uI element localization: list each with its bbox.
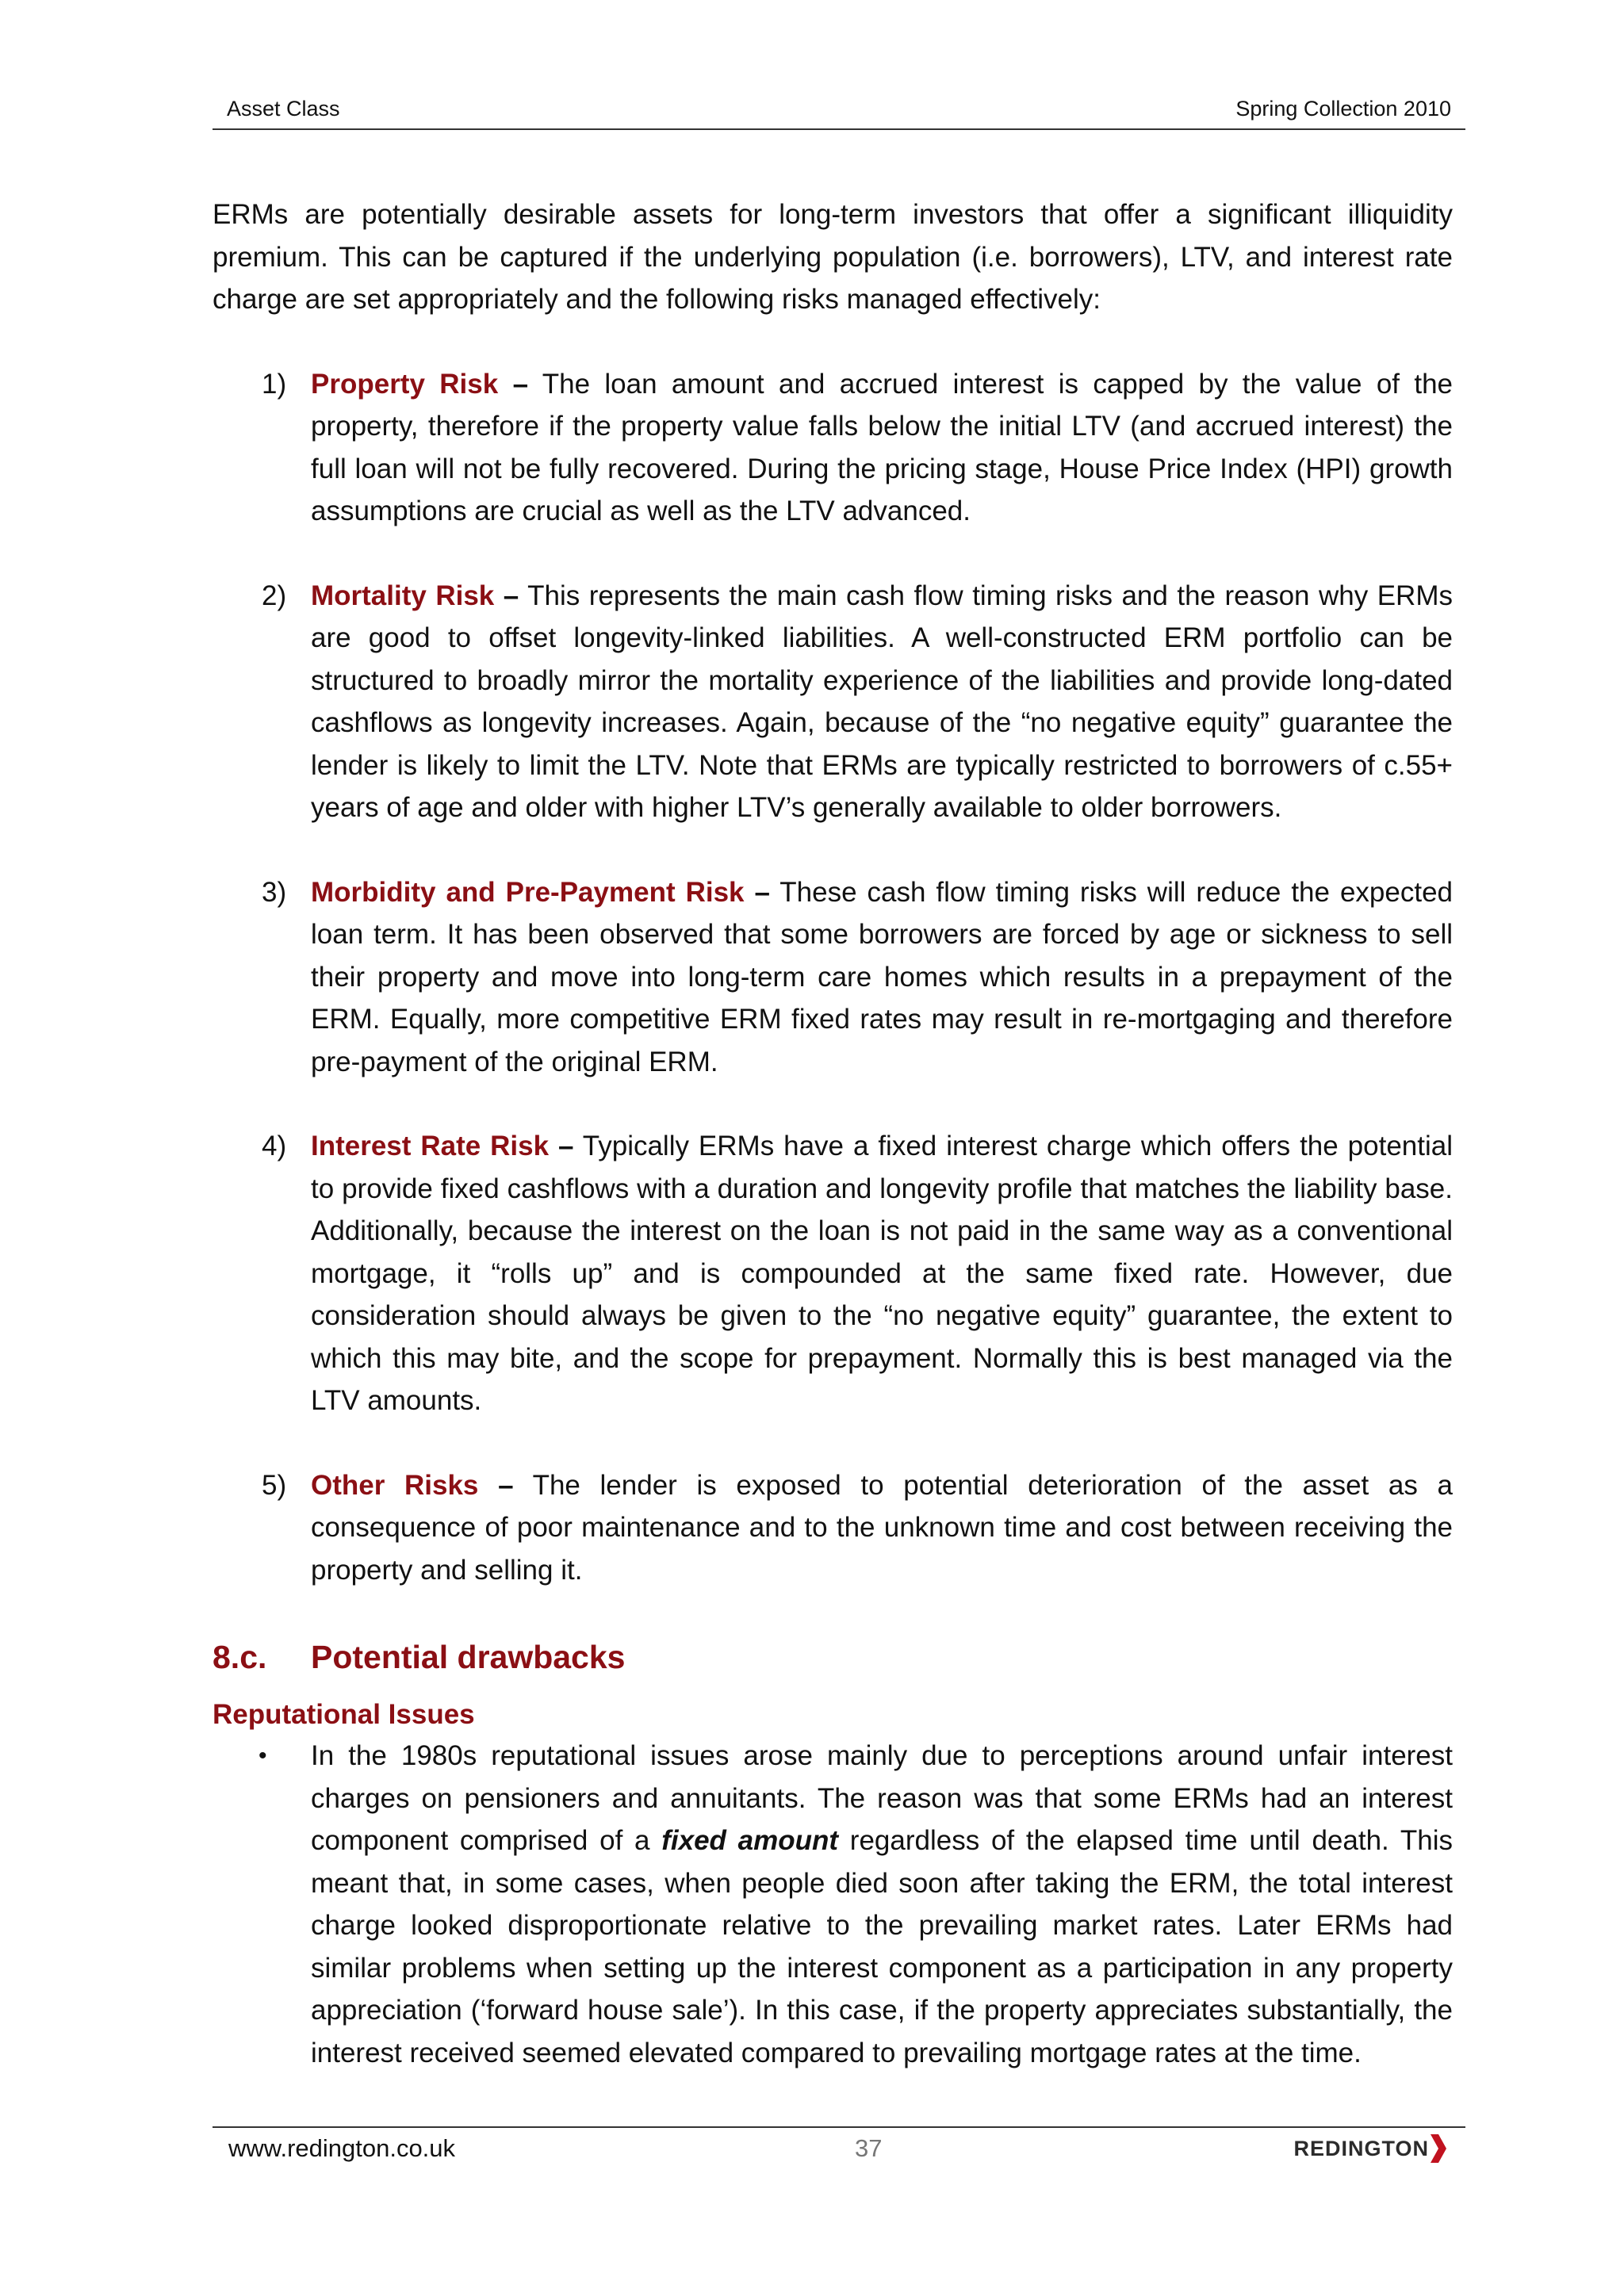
- footer-url[interactable]: www.redington.co.uk: [228, 2134, 456, 2162]
- intro-paragraph: ERMs are potentially desirable assets for long-term investors that offer a significant illiquidity premium. This can be captured if the underlying population (i.e. borrowers), LTV, and interest rate charge are set appropriately and the following risks managed effectively:: [213, 199, 1453, 315]
- bullet-text-after: regardless of the elapsed time until death. This meant that, in some cases, when people died soon after taking the ERM, the total interest charge looked disproportionate relative to the prevailing market rates. Later ERMs had similar problems when setting up the interest component as a participation in any property appreciation (‘forward house sale’). In this case, if the property appreciates substantially, the interest received seemed elevated compared to prevailing mortgage rates at the time.: [311, 1825, 1453, 2068]
- risk-dash: –: [754, 876, 770, 908]
- risk-number: 4): [262, 1131, 287, 1161]
- risk-number: 2): [262, 580, 287, 611]
- page-header: [213, 94, 1465, 130]
- header-right: Spring Collection 2010: [1235, 97, 1451, 121]
- page-number: 37: [855, 2134, 883, 2162]
- risk-text: The loan amount and accrued interest is capped by the value of the property, therefore if the property value falls below the initial LTV (and accrued interest) the full loan will not be fully recovered. During the pricing stage, House Price Index (HPI) growth assumptions are crucial as well as the LTV advanced.: [311, 368, 1454, 526]
- header-left: Asset Class: [227, 97, 340, 121]
- risk-text: These cash flow timing risks will reduce the expected loan term. It has been observed that some borrowers are forced by age or sickness to sell their property and move into long-term care homes which results in a prepayment of the ERM. Equally, more competitive ERM fixed rates may result in re-mortgaging and therefore pre-payment of the original ERM.: [311, 876, 1453, 1077]
- risk-title: Interest Rate Risk: [311, 1131, 550, 1161]
- risk-title: Morbidity and Pre-Payment Risk: [311, 876, 745, 908]
- risk-item: [213, 363, 1453, 533]
- risk-dash: –: [498, 1469, 514, 1501]
- bullet-emphasis: fixed amount: [661, 1825, 839, 1856]
- risk-title: Property Risk: [311, 368, 499, 400]
- risk-dash: –: [558, 1131, 574, 1161]
- bullet-icon: •: [259, 1743, 267, 1769]
- page-footer: [213, 2126, 1465, 2175]
- risk-number: 5): [262, 1469, 287, 1501]
- subsection-heading: Reputational Issues: [213, 1699, 475, 1730]
- risk-title: Other Risks: [311, 1469, 479, 1501]
- section-number: 8.c.: [213, 1639, 267, 1675]
- risk-dash: –: [512, 368, 529, 400]
- logo-chevron-icon: [1429, 2134, 1446, 2163]
- redington-logo: [1293, 2133, 1446, 2164]
- page-content: [213, 193, 1453, 2074]
- risk-dash: –: [503, 580, 519, 611]
- risk-item: [213, 575, 1453, 829]
- risk-number: 3): [262, 876, 287, 908]
- risk-text: The lender is exposed to potential deterioration of the asset as a consequence of poor maintenance and to the unknown time and cost between receiving the property and selling it.: [311, 1469, 1453, 1586]
- risk-item: [213, 871, 1453, 1084]
- risk-title: Mortality Risk: [311, 580, 495, 611]
- risk-text: Typically ERMs have a fixed interest charge which offers the potential to provide fixed cashflows with a duration and longevity profile that matches the liability base. Additionally, because the interest on the loan is not paid in the same way as a conventional mortgage, it “rolls up” and is compounded at the same fixed rate. However, due consideration should always be given to the “no negative equity” guarantee, the extent to which this may bite, and the scope for prepayment. Normally this is best managed via the LTV amounts.: [311, 1131, 1453, 1416]
- risk-item: [213, 1125, 1453, 1422]
- bullet-item: [213, 1735, 1453, 2074]
- section-heading: [213, 1633, 1453, 1681]
- bullet-text-before: In the 1980s reputational issues arose mainly due to perceptions around unfair interest charges on pensioners and annuitants. The reason was that some ERMs had an interest component comprised of a: [311, 1740, 1453, 1856]
- logo-wordmark: REDINGTON: [1293, 2136, 1429, 2160]
- risk-item: [213, 1464, 1453, 1592]
- section-title: Potential drawbacks: [311, 1639, 626, 1675]
- risk-number: 1): [262, 368, 287, 400]
- risk-text: This represents the main cash flow timing risks and the reason why ERMs are good to offset longevity-linked liabilities. A well-constructed ERM portfolio can be structured to broadly mirror the mortality experience of the liabilities and provide long-dated cashflows as longevity increases. Again, because of the “no negative equity” guarantee the lender is likely to limit the LTV. Note that ERMs are typically restricted to borrowers of c.55+ years of age and older with higher LTV’s generally available to older borrowers.: [311, 580, 1453, 823]
